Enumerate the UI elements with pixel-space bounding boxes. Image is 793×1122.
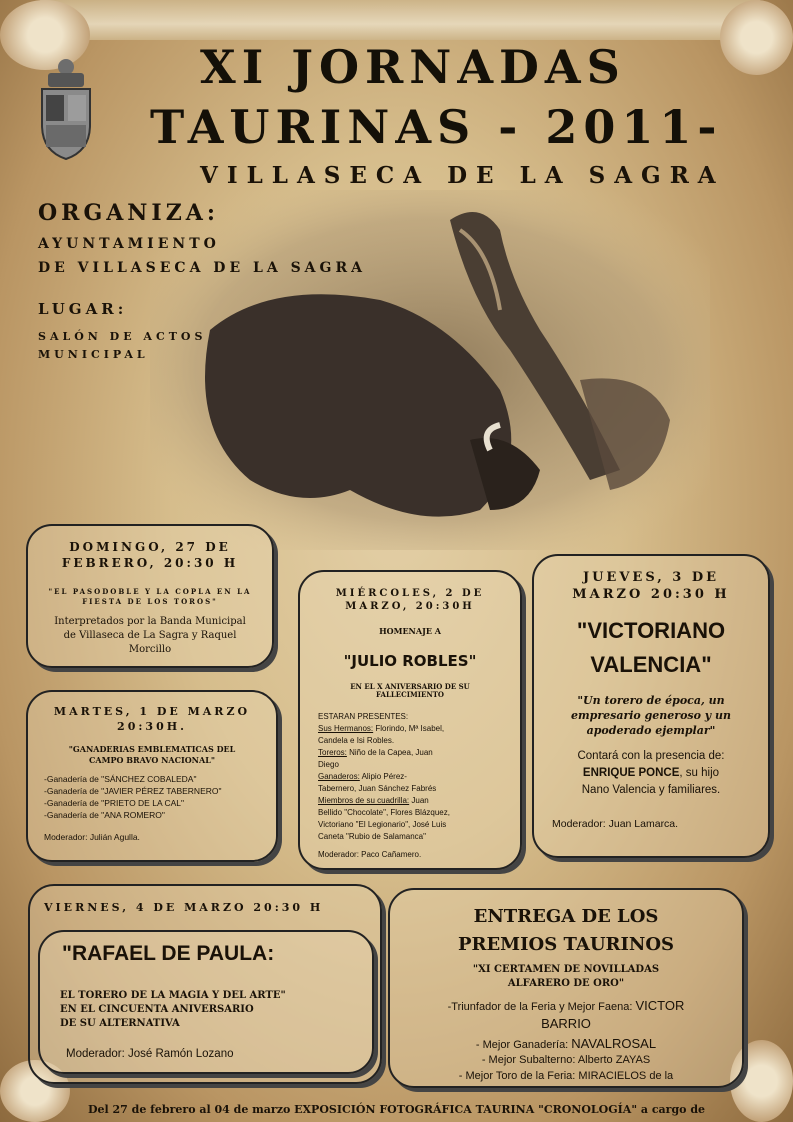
- miercoles-line-5-value: Alipio Pérez-: [359, 772, 407, 781]
- domingo-topic-1: "EL PASODOBLE Y LA COPLA EN LA: [48, 587, 252, 596]
- martes-moderator: Moderador: Julián Agulla.: [44, 832, 140, 842]
- miercoles-homage: HOMENAJE A: [379, 626, 441, 636]
- martes-item-3: -Ganadería de "PRIETO DE LA CAL": [44, 798, 185, 808]
- miercoles-anniv-1: EN EL X ANIVERSARIO DE SU: [350, 682, 470, 691]
- miercoles-line-3: [318, 748, 433, 757]
- organiza-label: ORGANIZA:: [38, 200, 219, 226]
- jueves-moderator: Moderador: Juan Lamarca.: [552, 818, 679, 830]
- jueves-quote-2: empresario generoso y un: [571, 709, 731, 722]
- miercoles-line-3-label: Toreros:: [318, 748, 347, 757]
- martes-item-1: -Ganadería de "SÁNCHEZ COBALEDA": [44, 774, 197, 784]
- miercoles-present: ESTARAN PRESENTES:: [318, 712, 409, 721]
- premios-line-3-value: NAVALROSAL: [571, 1036, 657, 1051]
- jueves-presence-2: [534, 767, 768, 779]
- miercoles-line-1-label: Sus Hermanos:: [318, 724, 374, 733]
- martes-box: [26, 690, 278, 862]
- premios-line-4: - Mejor Subalterno: Alberto ZAYAS: [481, 1054, 651, 1066]
- miercoles-name: "JULIO ROBLES": [343, 652, 477, 670]
- premios-title-2: PREMIOS TAURINOS: [457, 934, 675, 955]
- premios-sub-2: ALFARERO DE ORO": [507, 978, 625, 989]
- miercoles-box: [298, 570, 522, 870]
- premios-line-2: BARRIO: [541, 1016, 591, 1031]
- domingo-topic-2: FIESTA DE LOS TOROS": [82, 597, 218, 606]
- title-line-1: XI JORNADAS: [200, 40, 626, 94]
- martes-date-1: MARTES, 1 DE MARZO: [53, 705, 251, 718]
- miercoles-moderator: Moderador: Paco Cañamero.: [318, 850, 422, 859]
- jueves-presence-3: Nano Valencia y familiares.: [581, 784, 721, 796]
- miercoles-line-5: [318, 772, 407, 781]
- miercoles-line-7-value: Juan: [409, 796, 429, 805]
- jueves-box: [532, 554, 770, 858]
- scroll-curl-right: [720, 0, 793, 75]
- viernes-date: VIERNES, 4 DE MARZO 20:30 H: [44, 901, 324, 914]
- domingo-box: [26, 524, 274, 668]
- martes-item-2: -Ganadería de "JAVIER PÉREZ TABERNERO": [44, 786, 222, 796]
- miercoles-line-7-label: Miembros de su cuadrilla:: [318, 796, 410, 805]
- premios-box: [388, 888, 744, 1088]
- lugar-label: LUGAR:: [38, 300, 128, 318]
- miercoles-line-5-label: Ganaderos:: [318, 772, 360, 781]
- domingo-desc-2: de Villaseca de La Sagra y Raquel: [63, 630, 237, 641]
- miercoles-line-8: Bellido "Chocolate", Flores Blázquez,: [318, 808, 450, 817]
- miercoles-line-4: Diego: [318, 760, 339, 769]
- miercoles-line-1-value: Florindo, Mª Isabel,: [373, 724, 445, 733]
- miercoles-line-10: Caneta "Rubio de Salamanca": [318, 832, 426, 841]
- domingo-date-2: FEBRERO, 20:30 H: [61, 556, 239, 570]
- domingo-date-1: DOMINGO, 27 DE: [69, 540, 231, 554]
- premios-line-5: - Mejor Toro de la Feria: MIRACIELOS de la: [458, 1070, 674, 1082]
- martes-date-2: 20:30H.: [117, 720, 187, 733]
- coat-of-arms-icon: [36, 55, 96, 165]
- lugar-line-2: MUNICIPAL: [38, 348, 149, 361]
- jueves-name-2: VALENCIA": [590, 652, 712, 677]
- scroll-top-edge: [40, 0, 760, 40]
- jueves-presence-2-rest: , su hijo: [679, 767, 720, 779]
- miercoles-anniv-2: FALLECIMIENTO: [375, 690, 445, 699]
- viernes-line-3: DE SU ALTERNATIVA: [60, 1018, 180, 1029]
- miercoles-date-1: MIÉRCOLES, 2 DE: [335, 588, 485, 599]
- premios-line-1-value: VICTOR: [635, 998, 685, 1013]
- miercoles-line-1: [318, 724, 444, 733]
- lugar-line-1: SALÓN DE ACTOS: [38, 330, 207, 343]
- organiza-line-2: DE VILLASECA DE LA SAGRA: [38, 260, 366, 276]
- premios-line-1: [390, 998, 742, 1013]
- footer-exhibition-text: Del 27 de febrero al 04 de marzo EXPOSICIÓN FOTOGRÁFICA TAURINA "CRONOLOGÍA" a cargo de: [87, 1103, 706, 1116]
- premios-line-3-label: - Mejor Ganadería:: [475, 1039, 572, 1051]
- martes-topic-1: "GANADERIAS EMBLEMATICAS DEL: [68, 744, 236, 754]
- miercoles-date-2: MARZO, 20:30H: [345, 601, 475, 612]
- domingo-desc-1: Interpretados por la Banda Municipal: [54, 616, 246, 627]
- jueves-presence-1: Contará con la presencia de:: [577, 750, 725, 762]
- jueves-date-1: JUEVES, 3 DE: [582, 570, 720, 585]
- premios-line-1-label: -Triunfador de la Feria y Mejor Faena:: [447, 1001, 636, 1013]
- miercoles-line-9: Victoriano "El Legionario", José Luis: [318, 820, 447, 829]
- viernes-name: "RAFAEL DE PAULA:: [62, 942, 275, 965]
- jueves-quote-3: apoderado ejemplar": [586, 724, 716, 737]
- miercoles-line-6: Tabernero, Juan Sánchez Fabrés: [318, 784, 437, 793]
- bullfight-photo: [150, 190, 710, 550]
- title-line-2: TAURINAS - 2011-: [150, 100, 723, 154]
- viernes-moderator: Moderador: José Ramón Lozano: [66, 1048, 234, 1060]
- martes-item-4: -Ganadería de "ANA ROMERO": [44, 810, 165, 820]
- viernes-line-1: EL TORERO DE LA MAGIA Y DEL ARTE": [60, 990, 286, 1001]
- miercoles-line-2: Candela e Isi Robles.: [318, 736, 395, 745]
- premios-line-3: [390, 1036, 742, 1051]
- jueves-name-1: "VICTORIANO: [576, 618, 726, 643]
- viernes-line-2: EN EL CINCUENTA ANIVERSARIO: [60, 1004, 254, 1015]
- premios-sub-1: "XI CERTAMEN DE NOVILLADAS: [472, 964, 660, 975]
- jueves-date-2: MARZO 20:30 H: [572, 587, 730, 602]
- martes-topic-2: CAMPO BRAVO NACIONAL": [89, 755, 215, 765]
- jueves-presence-2-name: ENRIQUE PONCE: [582, 767, 680, 779]
- domingo-desc-3: Morcillo: [128, 644, 172, 655]
- jueves-quote-1: "Un torero de época, un: [577, 694, 725, 707]
- premios-title-1: ENTREGA DE LOS: [473, 906, 659, 927]
- miercoles-line-3-value: Niño de la Capea, Juan: [346, 748, 433, 757]
- subtitle: VILLASECA DE LA SAGRA: [200, 162, 725, 189]
- organiza-line-1: AYUNTAMIENTO: [38, 236, 220, 252]
- viernes-inner-box: [38, 930, 374, 1074]
- miercoles-line-7: [318, 796, 429, 805]
